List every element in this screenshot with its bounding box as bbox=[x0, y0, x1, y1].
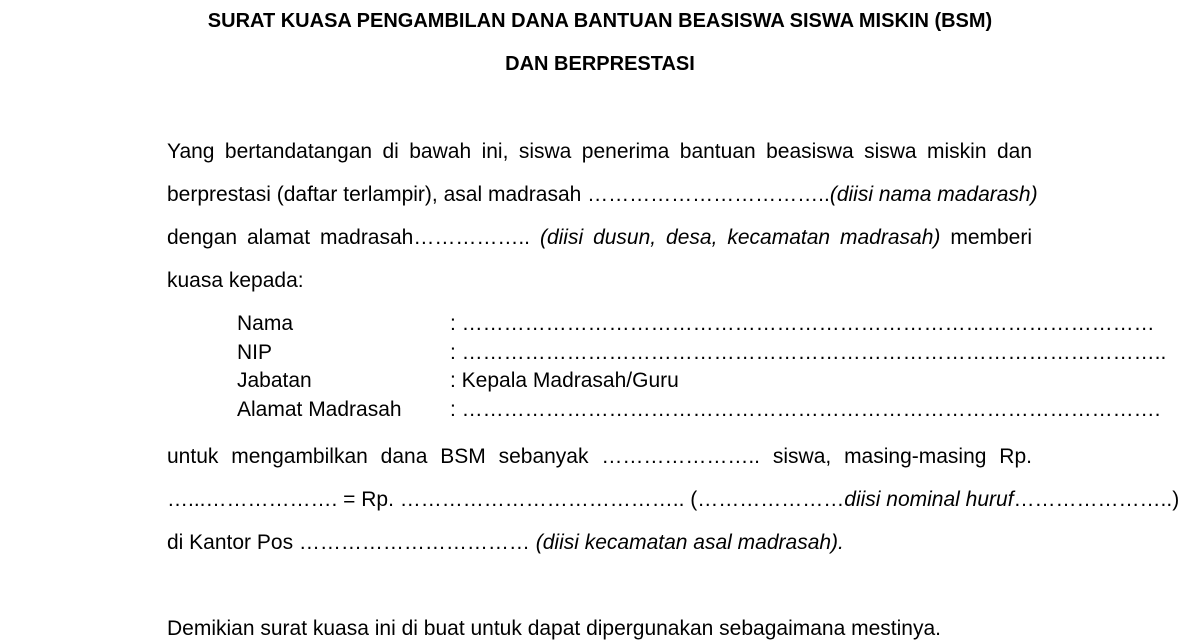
field-row-nip bbox=[237, 339, 1167, 368]
field-value: : ……………………………………………………………………………………….. bbox=[450, 340, 1167, 364]
proxy-fields bbox=[237, 310, 1167, 425]
intro-line-2 bbox=[167, 180, 1038, 223]
body-line-3-hint: (diisi kecamatan asal madrasah). bbox=[535, 531, 844, 554]
document-title: SURAT KUASA PENGAMBILAN DANA BANTUAN BEASISWA SISWA MISKIN (BSM) bbox=[207, 10, 993, 32]
field-value: : ……………………………………………………………………………………… bbox=[450, 312, 1155, 335]
intro-paragraph bbox=[167, 137, 1038, 309]
body-line-2-b: …………………..) bbox=[1013, 488, 1180, 511]
field-label: Alamat Madrasah bbox=[237, 398, 402, 422]
body-paragraph bbox=[167, 442, 1180, 571]
body-line-3-text: di Kantor Pos …………………………… bbox=[167, 531, 530, 554]
field-row-nama bbox=[237, 310, 1155, 339]
field-row-jabatan bbox=[237, 367, 1037, 396]
intro-line-1: Yang bertandatangan di bawah ini, siswa penerima bantuan beasiswa siswa miskin dan bbox=[167, 140, 1032, 163]
field-value: : Kepala Madrasah/Guru bbox=[450, 369, 679, 393]
document-subtitle: DAN BERPRESTASI bbox=[505, 53, 695, 75]
intro-line-2-text: berprestasi (daftar terlampir), asal madrasah …………………………….. bbox=[167, 183, 830, 206]
intro-line-3-text: dengan alamat madrasah…………….. bbox=[167, 226, 531, 249]
field-label: NIP bbox=[237, 340, 273, 364]
closing-statement: Demikian surat kuasa ini di buat untuk dapat dipergunakan sebagaimana mestinya. bbox=[167, 617, 941, 640]
body-line-2-a: …...………………. = Rp. ………………………………….. (………………… bbox=[167, 488, 845, 511]
intro-line-4: kuasa kepada: bbox=[167, 269, 304, 292]
body-line-3 bbox=[167, 528, 1032, 571]
intro-line-3-tail: memberi bbox=[950, 226, 1033, 249]
field-label: Jabatan bbox=[237, 369, 312, 393]
field-label: Nama bbox=[237, 312, 294, 335]
field-value: : ………………………………………………………………………………………. bbox=[450, 398, 1161, 422]
body-line-2-hint: diisi nominal huruf bbox=[844, 488, 1014, 511]
intro-line-2-hint: (diisi nama madarash) bbox=[829, 183, 1038, 206]
intro-line-3-hint: (diisi dusun, desa, kecamatan madrasah) bbox=[539, 226, 941, 249]
intro-line-3 bbox=[167, 223, 1032, 266]
body-line-1: untuk mengambilkan dana BSM sebanyak ………………….. siswa, masing-masing Rp. bbox=[167, 445, 1032, 468]
field-row-alamat-madrasah bbox=[237, 396, 1161, 425]
body-line-2 bbox=[167, 485, 1180, 528]
